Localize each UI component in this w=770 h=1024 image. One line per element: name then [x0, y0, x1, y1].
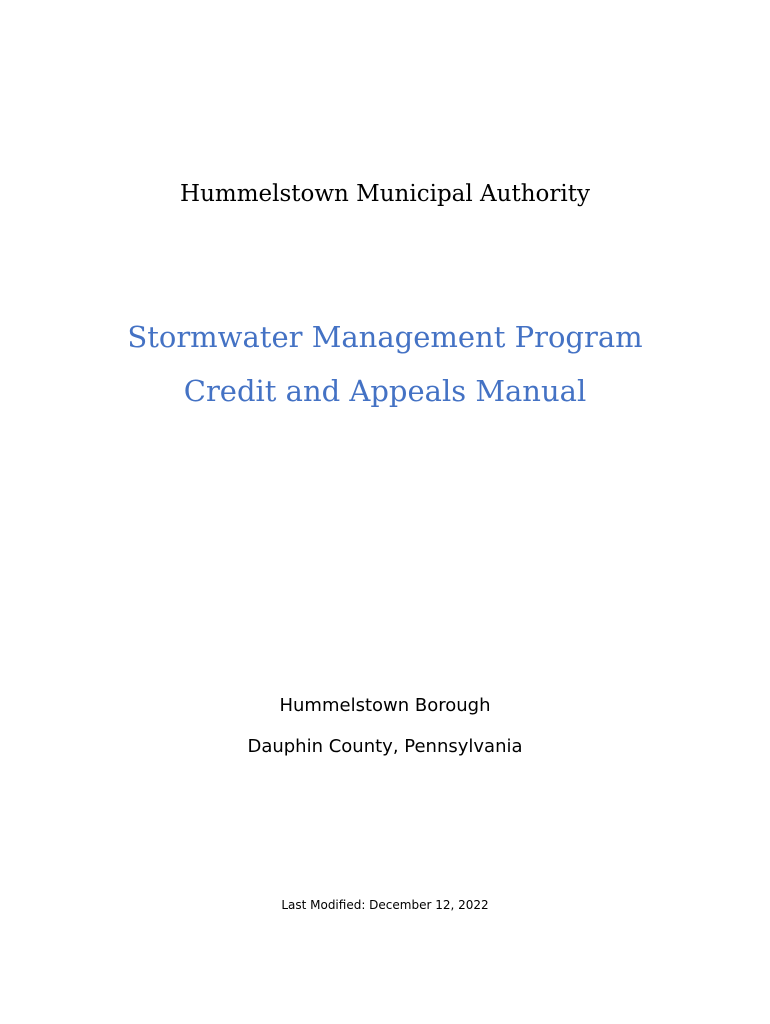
document-title-line-2: Credit and Appeals Manual — [183, 374, 587, 408]
organization-name: Hummelstown Municipal Authority — [180, 181, 590, 207]
document-title-line-1: Stormwater Management Program — [127, 320, 643, 354]
last-modified-date: Last Modified: December 12, 2022 — [281, 898, 489, 912]
county-state: Dauphin County, Pennsylvania — [247, 736, 523, 757]
borough-name: Hummelstown Borough — [279, 695, 491, 716]
